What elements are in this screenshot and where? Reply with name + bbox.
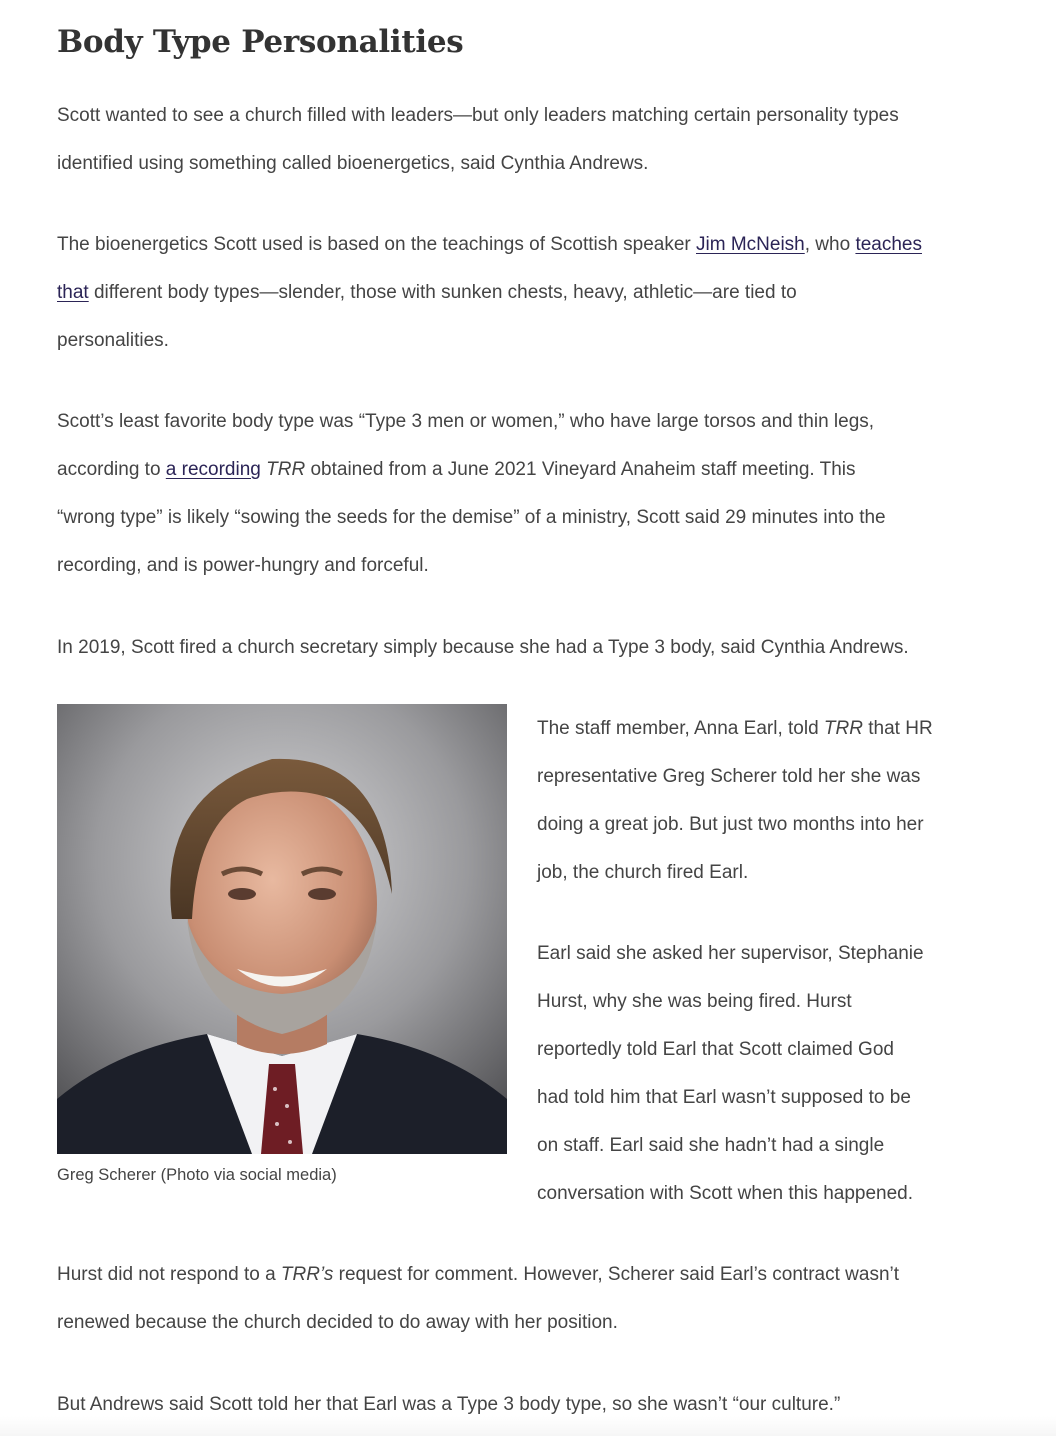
portrait-photo	[57, 704, 507, 1154]
paragraph-4-line-1: In 2019, Scott fired a church secretary simply because she had a Type 3 body, said Cynthia Andrews.	[57, 637, 909, 658]
text-run: request for comment. However, Scherer said Earl’s contract wasn’t	[333, 1264, 900, 1285]
paragraph-1	[57, 92, 947, 188]
paragraph-3-line-1: Scott’s least favorite body type was “Type 3 men or women,” who have large torsos and thin legs,	[57, 411, 875, 432]
text-run: different body types—slender, those with sunken chests, heavy, athletic—are tied to	[88, 282, 797, 303]
paragraph-5-line-3: doing a great job. But just two months into her	[537, 814, 924, 835]
paragraph-3	[57, 398, 947, 590]
text-run: that HR	[862, 718, 933, 739]
photo-figure	[57, 704, 507, 1185]
paragraph-7-line-2: renewed because the church decided to do away with her position.	[57, 1312, 618, 1333]
paragraph-5	[537, 705, 957, 897]
paragraph-7	[57, 1251, 947, 1347]
text-run: obtained from a June 2021 Vineyard Anaheim staff meeting. This	[305, 459, 856, 480]
paragraph-6-line-6: conversation with Scott when this happened.	[537, 1183, 914, 1204]
paragraph-1-line-2: identified using something called bioenergetics, said Cynthia Andrews.	[57, 153, 649, 174]
bottom-fade	[0, 1416, 1056, 1436]
paragraph-6-line-5: on staff. Earl said she hadn’t had a single	[537, 1135, 885, 1156]
publication-abbrev: TRR	[823, 718, 863, 739]
section-heading: Body Type Personalities	[57, 24, 464, 60]
paragraph-8-line-1: But Andrews said Scott told her that Earl was a Type 3 body type, so she wasn’t “our culture.”	[57, 1394, 841, 1415]
paragraph-2-line-3: personalities.	[57, 330, 169, 351]
text-run: , who	[804, 234, 856, 255]
paragraph-5-line-4: job, the church fired Earl.	[537, 862, 749, 883]
link-a-recording[interactable]: a recording	[165, 459, 261, 480]
paragraph-5-line-1	[537, 705, 957, 753]
paragraph-7-line-1	[57, 1251, 947, 1299]
text-run: The staff member, Anna Earl, told	[537, 718, 824, 739]
paragraph-3-line-3: “wrong type” is likely “sowing the seeds for the demise” of a ministry, Scott said 29 minutes into the	[57, 507, 886, 528]
paragraph-6-line-1: Earl said she asked her supervisor, Stephanie	[537, 943, 924, 964]
paragraph-6	[537, 930, 957, 1218]
paragraph-6-line-3: reportedly told Earl that Scott claimed God	[537, 1039, 894, 1060]
text-run: Hurst did not respond to a	[57, 1264, 281, 1285]
paragraph-2	[57, 221, 947, 365]
paragraph-2-line-2	[57, 269, 947, 317]
paragraph-1-line-1: Scott wanted to see a church filled with leaders—but only leaders matching certain personality types	[57, 105, 899, 126]
photo-caption: Greg Scherer (Photo via social media)	[57, 1166, 337, 1184]
link-teaches-that-part-1[interactable]: teaches	[855, 234, 922, 255]
publication-abbrev: TRR’s	[280, 1264, 334, 1285]
link-teaches-that-part-2[interactable]: that	[57, 282, 89, 303]
paragraph-5-line-2: representative Greg Scherer told her she was	[537, 766, 921, 787]
link-jim-mcneish[interactable]: Jim McNeish	[696, 234, 805, 255]
paragraph-4	[57, 624, 947, 672]
paragraph-3-line-4: recording, and is power-hungry and forceful.	[57, 555, 429, 576]
paragraph-3-line-2	[57, 446, 947, 494]
paragraph-6-line-2: Hurst, why she was being fired. Hurst	[537, 991, 852, 1012]
publication-abbrev: TRR	[266, 459, 306, 480]
paragraph-2-line-1	[57, 221, 947, 269]
text-run: according to	[57, 459, 166, 480]
paragraph-6-line-4: had told him that Earl wasn’t supposed to be	[537, 1087, 911, 1108]
text-run: The bioenergetics Scott used is based on the teachings of Scottish speaker	[57, 234, 696, 255]
